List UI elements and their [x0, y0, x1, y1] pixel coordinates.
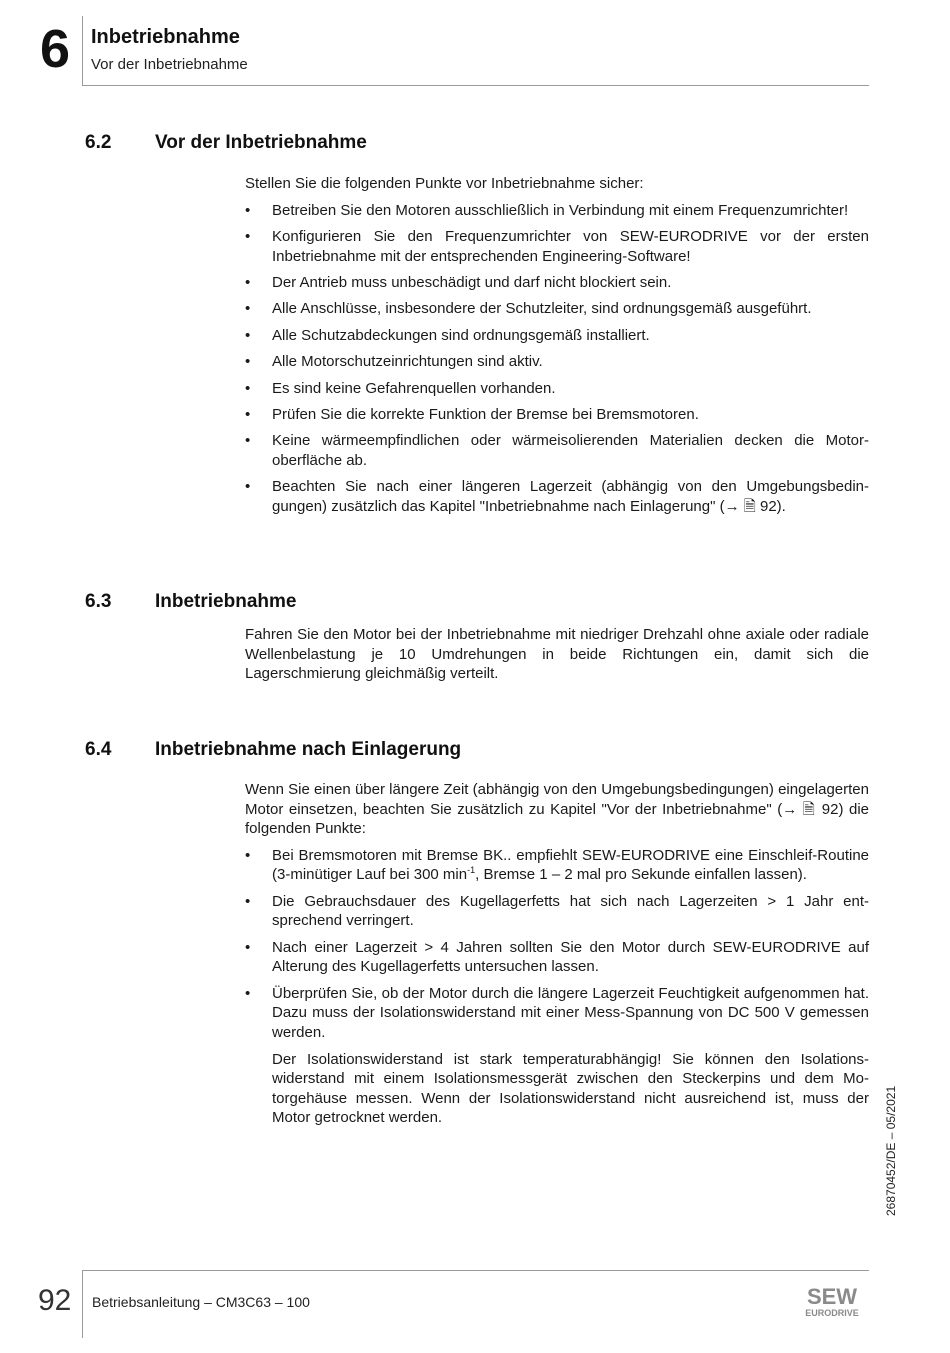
- cross-reference-text[interactable]: Beachten Sie nach einer längeren Lagerzeit (abhängig von den Umgebungsbedingungen) zusätzlich das Kapitel "Inbetriebnahme nach Einlagerung" (→ 🗎 92).: [272, 478, 869, 515]
- list-item: • Betreiben Sie den Motoren ausschließlich in Verbindung mit einem Frequenzumrichter!: [245, 201, 849, 219]
- chapter-subtitle: Vor der Inbetriebnahme: [91, 56, 248, 73]
- section-body-6-3: [245, 625, 869, 691]
- chapter-number: 6: [40, 19, 71, 79]
- section-title: Vor der Inbetriebnahme: [155, 132, 367, 153]
- header-divider-vertical: [82, 16, 83, 86]
- page-number: 92: [38, 1284, 72, 1317]
- section-number: 6.3: [85, 591, 112, 612]
- logo-text-bottom: EURODRIVE: [805, 1308, 859, 1318]
- chapter-title: Inbetriebnahme: [91, 26, 240, 48]
- list-item: • Der Antrieb muss unbeschädigt und darf nicht blockiert sein.: [245, 273, 672, 291]
- section-heading-6-2: [85, 132, 367, 154]
- section-number: 6.4: [85, 739, 112, 760]
- list-item: • Die Gebrauchsdauer des Kugellagerfetts hat sich nach Lagerzeiten > 1 Jahr entsprechend verringert.: [245, 892, 869, 930]
- logo-text-top: SEW: [806, 1284, 858, 1309]
- section-title: Inbetriebnahme: [155, 591, 297, 612]
- section-body-6-4: [245, 780, 869, 1128]
- checklist: [245, 201, 869, 517]
- section-body-6-2: [245, 174, 869, 523]
- section-intro: Wenn Sie einen über längere Zeit (abhängig von den Umgebungsbedingungen) eingelagerten Motor einsetzen, beachten Sie zusätzlich zu Kapitel "Vor der Inbetriebnahme" (→ 🗎 92) die folgenden Punkte:: [245, 781, 869, 838]
- list-item: • Überprüfen Sie, ob der Motor durch die längere Lagerzeit Feuchtigkeit aufgenommen hat. Dazu muss der Isolationswiderstand mit einer Mess-Spannung von DC 500 V gemessen werden.: [245, 984, 869, 1041]
- list-item: • Prüfen Sie die korrekte Funktion der Bremse bei Bremsmotoren.: [245, 405, 699, 423]
- note-paragraph: Der Isolationswiderstand ist stark temperaturabhängig! Sie können den Isolationswiderstand mit einem Isolationsmessgerät zwischen den Steckerpins und dem Motorgehäuse messen. Wenn der Isolationswiderstand nicht ausreichend ist, muss der Motor getrocknet werden.: [272, 1050, 869, 1127]
- list-item: • Alle Motorschutzeinrichtungen sind aktiv.: [245, 353, 543, 371]
- section-title: Inbetriebnahme nach Einlagerung: [155, 739, 462, 760]
- section-paragraph: Fahren Sie den Motor bei der Inbetriebnahme mit niedriger Drehzahl ohne axiale oder radiale Wellenbelastung je 10 Umdrehungen in beide Richtungen ein, damit sich die Lagerschmierung gleichmäßig verteilt.: [245, 626, 869, 683]
- section-intro: Stellen Sie die folgenden Punkte vor Inbetriebnahme sicher:: [245, 175, 644, 192]
- sew-eurodrive-logo: [795, 1284, 869, 1320]
- document-title: Betriebsanleitung – CM3C63 – 100: [92, 1294, 310, 1310]
- list-item: • Es sind keine Gefahrenquellen vorhanden.: [245, 379, 556, 397]
- list-item: • Keine wärmeempfindlichen oder wärmeisolierenden Materialien decken die Motoroberfläche ab.: [245, 432, 869, 469]
- section-heading-6-4: [85, 739, 461, 761]
- footer-divider-vertical: [82, 1270, 83, 1338]
- list-item: • Alle Schutzabdeckungen sind ordnungsgemäß installiert.: [245, 326, 650, 344]
- header-divider-horizontal: [82, 85, 869, 86]
- list-item: • Konfigurieren Sie den Frequenzumrichter von SEW-EURODRIVE vor der ersten Inbetriebnahme mit der entsprechenden Engineering-Software!: [245, 227, 869, 265]
- section-number: 6.2: [85, 132, 112, 153]
- list-item: • Nach einer Lagerzeit > 4 Jahren sollten Sie den Motor durch SEW-EURODRIVE auf Alterung des Kugellagerfetts untersuchen lassen.: [245, 938, 869, 976]
- list-item: • Bei Bremsmotoren mit Bremse BK.. empfiehlt SEW-EURODRIVE eine Einschleif-Routine (3-minütiger Lauf bei 300 $\min^{-1}$, Bremse 1 – 2 mal pro Sekunde einfallen lassen).: [245, 846, 869, 884]
- list-item: • Beachten Sie nach einer längeren Lagerzeit (abhängig von den Umgebungsbedingungen) zusätzlich das Kapitel "Inbetriebnahme nach Einlagerung" (→ 🗎 92).: [245, 478, 869, 515]
- footer-divider-horizontal: [82, 1270, 869, 1271]
- checklist: [245, 846, 869, 1043]
- document-code-vertical: 26870452/DE – 05/2021: [884, 1085, 898, 1216]
- list-item: • Alle Anschlüsse, insbesondere der Schutzleiter, sind ordnungsgemäß ausgeführt.: [245, 300, 812, 318]
- section-heading-6-3: [85, 591, 296, 613]
